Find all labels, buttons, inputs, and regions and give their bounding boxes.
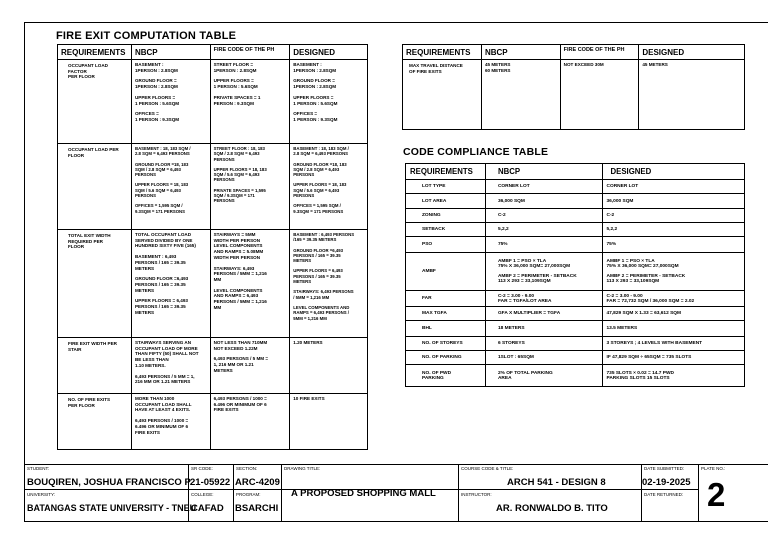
cell-text: TOTAL OCCUPANT LOAD SERVED DIVIDED BY ONE HUNDRED SIXTY FIVE (165) bbox=[134, 232, 196, 249]
table-row bbox=[58, 144, 368, 230]
student-label: STUDENT: bbox=[27, 466, 50, 471]
table-row bbox=[406, 351, 745, 365]
table-row bbox=[406, 237, 745, 253]
title-block-divider bbox=[188, 464, 189, 522]
table-row bbox=[406, 180, 745, 194]
fire-exit-computation-table bbox=[57, 44, 368, 450]
cell-text: GROUND FLOOR =6,493 PERSONS / 165 = 39.35 METERS bbox=[293, 247, 344, 264]
title-block-divider bbox=[281, 464, 282, 522]
cell-designed: CORNER LOT bbox=[602, 180, 745, 194]
table-row bbox=[406, 194, 745, 209]
cell-designed: 5,2,2 bbox=[602, 223, 745, 237]
cell-designed bbox=[290, 394, 368, 450]
col-header-requirements: REQUIREMENTS bbox=[58, 45, 132, 60]
cell-text: FIRE EXIT WIDTH PER STAIR bbox=[68, 341, 118, 352]
sr-code: 21-05922 bbox=[190, 477, 231, 488]
cell-designed: 75% bbox=[602, 237, 745, 253]
row-label: NO. OF PWD PARKING bbox=[406, 365, 486, 387]
cell-designed: 13.5 METERS bbox=[602, 321, 745, 337]
cell-text: STAIRWAYS: 6,493 PERSONS / 5MM = 1,216 MM bbox=[293, 289, 354, 300]
cell-designed: C-2 bbox=[602, 209, 745, 223]
table-row bbox=[406, 321, 745, 337]
cell-text: STAIRWAYS: 6,493 PERSONS / 5MM = 1,216 MM bbox=[213, 265, 267, 282]
cell-text: GROUND FLOOR =6,493 PERSONS / 165 = 39.35 METERS bbox=[134, 276, 189, 293]
col-header-fire-code: FIRE CODE OF THE PH bbox=[210, 45, 290, 60]
cell-fire bbox=[210, 394, 290, 450]
cell-nbcp: GFA X MULTIPLIER = TGFA bbox=[485, 307, 602, 321]
section-label: SECTION: bbox=[236, 466, 258, 471]
college-label: COLLEGE: bbox=[191, 492, 214, 497]
university: BATANGAS STATE UNIVERSITY - TNEU bbox=[27, 503, 197, 513]
col-header-nbcp: NBCP bbox=[481, 45, 560, 60]
col-header-designed: DESIGNED bbox=[639, 45, 745, 60]
row-label: BHL bbox=[406, 321, 486, 337]
cell-nbcp: 1SLOT : 65SQM bbox=[485, 351, 602, 365]
col-header-nbcp: NBCP bbox=[485, 164, 602, 180]
fire-exit-table-title: FIRE EXIT COMPUTATION TABLE bbox=[56, 30, 237, 42]
row-label: SETBACK bbox=[406, 223, 486, 237]
cell-text: PRIVATE SPACES = 1 PERSON : 9.3SQM bbox=[213, 94, 261, 106]
cell-text: NO. OF FIRE EXITS PER FLOOR bbox=[68, 397, 111, 408]
cell-designed: 735 SLOTS × 0.02 = 14.7 PWD PARKING SLOTS 15 SLOTS bbox=[602, 365, 745, 387]
col-header-nbcp: NBCP bbox=[131, 45, 210, 60]
cell-nbcp bbox=[131, 60, 210, 144]
table-row bbox=[406, 291, 745, 307]
instructor: AR. RONWALDO B. TITO bbox=[496, 503, 608, 514]
cell-text: 6,493 PERSONS / 5 MM = 1, 216 MM OR 1.21 METERS bbox=[134, 373, 195, 385]
cell-designed: C-2 = 3.00 - 9.00 FAR = 72,732 SQM / 36,000 SQM = 2.02 bbox=[602, 291, 745, 307]
course: ARCH 541 - DESIGN 8 bbox=[507, 477, 606, 488]
student-name: BOUQIREN, JOSHUA FRANCISCO P. bbox=[27, 477, 193, 488]
row-label: NO. OF PARKING bbox=[406, 351, 486, 365]
cell-text: BASEMENT : 1PERSON : 2.8SQM bbox=[293, 62, 337, 73]
row-label: LOT TYPE bbox=[406, 180, 486, 194]
cell-text: UPPER FLOORS = 18, 183 SQM / 5.6 SQM = 6,493 PERSONS bbox=[213, 166, 267, 183]
drawing-title-label: DRAWING TITLE: bbox=[284, 466, 321, 471]
col-header-requirements: REQUIREMENTS bbox=[403, 45, 482, 60]
cell-text: TOTAL EXIT WIDTH REQUIRED PER FLOOR bbox=[68, 233, 111, 250]
cell-fire bbox=[210, 230, 290, 338]
cell-text: OFFICES = 1,595 SQM / 9.3SQM = 171 PERSONS bbox=[293, 203, 344, 214]
cell-fire bbox=[210, 60, 290, 144]
cell-designed bbox=[290, 338, 368, 394]
program: BSARCHI bbox=[235, 503, 279, 514]
cell-fire bbox=[210, 338, 290, 394]
cell-text: GROUND FLOOR = 1PERSON : 2.8SQM bbox=[134, 78, 178, 90]
cell-text: 45 METERS 60 METERS bbox=[484, 62, 511, 73]
cell-text: STREET FLOOR : 18, 183 SQM / 2.8 SQM = 6,493 PERSONS bbox=[213, 146, 265, 162]
cell-text: BASEMENT : 1PERSON : 2.8SQM bbox=[134, 62, 178, 73]
date-returned-label: DATE RETURNED: bbox=[644, 492, 684, 497]
cell-designed: 47,829 SQM X 1.33 = 63,612 SQM bbox=[602, 307, 745, 321]
cell-text: MORE THAN 1000 OCCUPANT LOAD SHALL HAVE AT LEAST 4 EXITS. bbox=[134, 396, 192, 413]
row-label bbox=[58, 230, 132, 338]
cell-text: UPPER FLOORS = 6,493 PERSONS / 165 = 39.35 METERS bbox=[293, 268, 343, 285]
cell-text: LEVEL COMPONENTS AND RAMPS = 6,493 PERSONS / 5MM = 1,216 MM bbox=[213, 287, 267, 310]
table-row bbox=[406, 365, 745, 387]
cell-text: 6,493 PERSONS / 1000 = 6.496 OR MINIMUM OF 6 FIRE EXITS bbox=[134, 418, 189, 435]
cell-nbcp: 2% OF TOTAL PARKING AREA bbox=[485, 365, 602, 387]
course-label: COURSE CODE & TITLE: bbox=[461, 466, 514, 471]
cell-text: MAX TRAVEL DISTANCE OF FIRE EXITS bbox=[409, 63, 463, 74]
cell-text: STAIRWAYS SERVING AN OCCUPANT LOAD OF MORE THAN FIFTY (50) SHALL NOT BE LESS THAN 1.10 METERS. bbox=[134, 340, 199, 368]
code-compliance-title: CODE COMPLIANCE TABLE bbox=[403, 146, 549, 158]
cell-nbcp: 18 METERS bbox=[485, 321, 602, 337]
cell-designed: AMBF 1 = PSO × TLA 75% X 36,000 SQM= 27,000SQM AMBF 2 = PERIMETER - SETBACK 113 X 293 = 33,109SQM bbox=[602, 253, 745, 291]
instructor-label: INSTRUCTOR: bbox=[461, 492, 492, 497]
plate-label: PLATE NO.: bbox=[701, 466, 726, 471]
cell-text: GROUND FLOOR = 1PERSON : 2.8SQM bbox=[293, 78, 337, 90]
row-label bbox=[58, 338, 132, 394]
cell-nbcp bbox=[131, 144, 210, 230]
cell-text: UPPER FLOORS = 18, 183 SQM / 5.6 SQM = 6,493 PERSONS bbox=[293, 182, 347, 199]
col-header-requirements: REQUIREMENTS bbox=[406, 164, 486, 180]
table-row bbox=[58, 394, 368, 450]
college: CAFAD bbox=[191, 503, 224, 514]
row-label bbox=[58, 394, 132, 450]
title-block-divider bbox=[698, 464, 699, 522]
cell-nbcp: 36,000 SQM bbox=[485, 194, 602, 209]
table-row bbox=[58, 60, 368, 144]
cell-text: STREET FLOOR = 1PERSON : 2.8SQM bbox=[213, 62, 257, 73]
cell-nbcp bbox=[131, 338, 210, 394]
table-row bbox=[406, 307, 745, 321]
row-label: ZONING bbox=[406, 209, 486, 223]
cell-text: OCCUPANT LOAD PER FLOOR bbox=[68, 147, 119, 158]
date-submitted: 02-19-2025 bbox=[642, 477, 691, 488]
cell-nbcp: 6 STOREYS bbox=[485, 337, 602, 351]
cell-text: UPPER FLOORS = 18, 183 SQM / 5.6 SQM = 6,493 PERSONS bbox=[134, 182, 189, 199]
cell-designed bbox=[290, 144, 368, 230]
row-label: LOT AREA bbox=[406, 194, 486, 209]
cell-text: GROUND FLOOR =18, 183 SQM / 2.8 SQM = 6,493 PERSONS bbox=[134, 161, 189, 178]
section: ARC-4209 bbox=[235, 477, 280, 488]
cell-text: STAIRWAYS = 5MM WIDTH PER PERSON LEVEL COMPONENTS AND RAMPS = 5.08MM WIDTH PER PERSON bbox=[213, 232, 264, 260]
sr-code-label: SR CODE: bbox=[191, 466, 213, 471]
program-label: PROGRAM: bbox=[236, 492, 261, 497]
table-row bbox=[406, 209, 745, 223]
cell-nbcp: CORNER LOT bbox=[485, 180, 602, 194]
cell-text: GROUND FLOOR =18, 183 SQM / 2.8 SQM = 6,493 PERSONS bbox=[293, 161, 347, 178]
cell-nbcp bbox=[131, 230, 210, 338]
cell-designed: 3 STOREYS ; 4 LEVELS WITH BASEMENT bbox=[602, 337, 745, 351]
row-label: MAX TGFA bbox=[406, 307, 486, 321]
cell-text: OFFICES = 1 PERSON : 9.3SQM bbox=[134, 111, 180, 122]
cell-text: UPPER FLOORS = 1 PERSON : 5.6SQM bbox=[213, 78, 258, 90]
cell-designed bbox=[639, 60, 745, 130]
cell-nbcp: 5,2,2 bbox=[485, 223, 602, 237]
cell-nbcp: C-2 = 3.00 - 9.00 FAR = TGFA/LOT AREA bbox=[485, 291, 602, 307]
cell-nbcp: AMBF 1 = PSO × TLA 75% X 36,000 SQM= 27,000SQM AMBF 2 = PERIMETER - SETBACK 113 X 293 = 33,109SQM bbox=[485, 253, 602, 291]
cell-designed bbox=[290, 230, 368, 338]
cell-fire bbox=[210, 144, 290, 230]
cell-text: OFFICES = 1 PERSON : 9.3SQM bbox=[293, 111, 338, 122]
row-label bbox=[58, 60, 132, 144]
cell-nbcp bbox=[131, 394, 210, 450]
row-label bbox=[58, 144, 132, 230]
cell-text: BASEMENT : 6,493 PERSONS / 165 = 39.35 METERS bbox=[134, 254, 186, 271]
row-label: FAR bbox=[406, 291, 486, 307]
cell-nbcp: 75% bbox=[485, 237, 602, 253]
drawing-title: A PROPOSED SHOPPING MALL bbox=[291, 488, 436, 499]
cell-designed: IF 47,829 SQM ÷ 65SQM = 735 SLOTS bbox=[602, 351, 745, 365]
title-block-mid-rule bbox=[641, 489, 699, 490]
col-header-fire-code: FIRE CODE OF THE PH bbox=[560, 45, 639, 60]
cell-text: UPPER FLOORS = 1 PERSON : 5.6SQM bbox=[134, 94, 180, 106]
cell-text: LEVEL COMPONENTS AND RAMPS = 6,493 PERSONS / 5MM = 1,216 MM bbox=[293, 304, 350, 321]
col-header-designed: DESIGNED bbox=[602, 164, 745, 180]
row-label-max-travel bbox=[403, 60, 482, 130]
university-label: UNIVERSITY: bbox=[27, 492, 56, 497]
cell-designed bbox=[290, 60, 368, 144]
cell-text: UPPER FLOORS = 1 PERSON : 5.6SQM bbox=[293, 94, 338, 106]
cell-text: 6,493 PERSONS / 5 MM = 1, 216 MM OR 1.21 METERS bbox=[213, 356, 269, 373]
cell-text: 10 FIRE EXITS bbox=[293, 396, 325, 401]
row-label: AMBF bbox=[406, 253, 486, 291]
cell-text: 1.20 METERS bbox=[293, 340, 323, 345]
cell-text: 45 METERS bbox=[642, 62, 668, 67]
cell-text: BASEMENT : 6,493 PERSONS /165 = 39.35 METERS bbox=[293, 232, 355, 243]
cell-text: 6,493 PERSONS / 1000 = 6.496 OR MINIMUM OF 6 FIRE EXITS bbox=[213, 396, 267, 413]
table-row bbox=[406, 337, 745, 351]
cell-text: PRIVATE SPACES = 1,595 SQM / 9.3SQM = 171 PERSONS bbox=[213, 187, 266, 204]
plate-number: 2 bbox=[707, 476, 726, 513]
cell-text: NOT LESS THAN 710MM NOT EXCEED 1.22M bbox=[213, 340, 268, 351]
title-block-divider bbox=[458, 464, 459, 522]
code-compliance-table bbox=[405, 163, 745, 387]
travel-distance-table bbox=[402, 44, 745, 130]
cell-nbcp bbox=[481, 60, 560, 130]
row-label: PSO bbox=[406, 237, 486, 253]
col-header-designed: DESIGNED bbox=[290, 45, 368, 60]
cell-nbcp: C-2 bbox=[485, 209, 602, 223]
cell-designed: 36,000 SQM bbox=[602, 194, 745, 209]
cell-fire-code bbox=[560, 60, 639, 130]
cell-text: BASEMENT : 18, 183 SQM / 2.8 SQM = 6,493 PERSONS bbox=[293, 146, 349, 157]
title-block-divider bbox=[641, 464, 642, 522]
title-block-top-rule bbox=[24, 464, 768, 465]
title-block-divider bbox=[233, 464, 234, 522]
cell-text: OFFICES = 1,595 SQM / 9.3SQM = 171 PERSONS bbox=[134, 203, 186, 214]
table-row bbox=[406, 253, 745, 291]
title-block-mid-rule bbox=[458, 489, 641, 490]
cell-text: BASEMENT : 18, 183 SQM / 2.8 SQM = 6,493 PERSONS bbox=[134, 146, 191, 157]
cell-text: NOT EXCEED 30M bbox=[563, 62, 604, 67]
cell-text: OCCUPANT LOAD FACTOR PER FLOOR bbox=[68, 63, 108, 80]
date-submitted-label: DATE SUBMITTED: bbox=[644, 466, 685, 471]
row-label: NO. OF STOREYS bbox=[406, 337, 486, 351]
table-row bbox=[58, 338, 368, 394]
table-row bbox=[58, 230, 368, 338]
cell-text: UPPER FLOORS = 6,493 PERSONS / 165 = 39.35 METERS bbox=[134, 298, 188, 315]
table-row bbox=[406, 223, 745, 237]
